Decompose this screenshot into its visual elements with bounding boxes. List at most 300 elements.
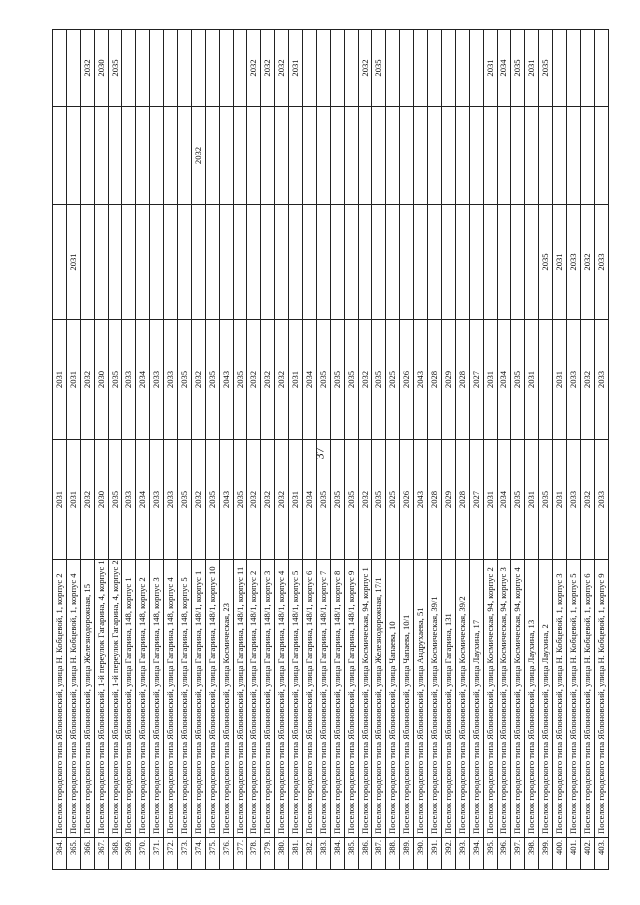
year-col-1: 2032 — [247, 440, 261, 560]
year-col-2: 2034 — [136, 320, 150, 440]
year-col-2: 2032 — [261, 320, 275, 440]
year-col-4 — [316, 107, 330, 205]
year-col-5 — [469, 30, 483, 107]
year-col-5: 2031 — [525, 30, 539, 107]
year-col-4 — [330, 107, 344, 205]
year-col-3 — [483, 205, 497, 320]
row-address: Поселок городского типа Яблоновский, улица Космическая, 94, корпус 1 — [358, 560, 372, 838]
year-col-4 — [164, 107, 178, 205]
year-col-4 — [108, 107, 122, 205]
year-col-3 — [164, 205, 178, 320]
row-address: Поселок городского типа Яблоновский, улица Гагарина, 148/1, корпус 11 — [233, 560, 247, 838]
table-row — [469, 30, 483, 870]
row-number: 370. — [136, 838, 150, 870]
year-col-1: 2035 — [344, 440, 358, 560]
table-row — [122, 30, 136, 870]
year-col-2: 2035 — [511, 320, 525, 440]
year-col-3 — [80, 205, 94, 320]
row-number: 395. — [483, 838, 497, 870]
year-col-3 — [94, 205, 108, 320]
year-col-2: 2032 — [358, 320, 372, 440]
year-col-3 — [497, 205, 511, 320]
year-col-1: 2033 — [566, 440, 580, 560]
year-col-1: 2025 — [386, 440, 400, 560]
table-row — [191, 30, 205, 870]
table-row — [289, 30, 303, 870]
year-col-2: 2028 — [455, 320, 469, 440]
table-row — [441, 30, 455, 870]
table-row — [497, 30, 511, 870]
year-col-5 — [219, 30, 233, 107]
year-col-5: 2031 — [483, 30, 497, 107]
year-col-1: 2035 — [108, 440, 122, 560]
document-table-container — [52, 30, 606, 870]
row-address: Поселок городского типа Яблоновский, улица Гагарина, 148/1, корпус 9 — [344, 560, 358, 838]
year-col-1: 2032 — [275, 440, 289, 560]
year-col-5 — [53, 30, 67, 107]
year-col-3 — [289, 205, 303, 320]
row-number: 377. — [233, 838, 247, 870]
year-col-4 — [372, 107, 386, 205]
year-col-5 — [441, 30, 455, 107]
row-address: Поселок городского типа Яблоновский, 1-й переулок Гагарина, 4, корпус 1 — [94, 560, 108, 838]
year-col-3 — [400, 205, 414, 320]
year-col-2: 2035 — [233, 320, 247, 440]
row-number: 392. — [441, 838, 455, 870]
year-col-2: 2031 — [53, 320, 67, 440]
year-col-3 — [303, 205, 317, 320]
table-row — [178, 30, 192, 870]
row-number: 385. — [344, 838, 358, 870]
year-col-2: 2032 — [247, 320, 261, 440]
year-col-4 — [469, 107, 483, 205]
year-col-5 — [233, 30, 247, 107]
year-col-3 — [358, 205, 372, 320]
year-col-5 — [553, 30, 567, 107]
year-col-4 — [150, 107, 164, 205]
year-col-3: 2032 — [580, 205, 594, 320]
row-number: 369. — [122, 838, 136, 870]
row-number: 378. — [247, 838, 261, 870]
year-col-3 — [455, 205, 469, 320]
table-row — [53, 30, 67, 870]
year-col-5 — [400, 30, 414, 107]
year-col-3 — [233, 205, 247, 320]
table-row — [358, 30, 372, 870]
table-row — [580, 30, 594, 870]
year-col-3 — [136, 205, 150, 320]
year-col-3: 2035 — [539, 205, 553, 320]
row-address: Поселок городского типа Яблоновский, улица Чапаева, 10/1 — [400, 560, 414, 838]
row-number: 398. — [525, 838, 539, 870]
year-col-5 — [455, 30, 469, 107]
year-col-4 — [455, 107, 469, 205]
year-col-5 — [594, 30, 608, 107]
year-col-3 — [122, 205, 136, 320]
year-col-3 — [108, 205, 122, 320]
year-col-4 — [414, 107, 428, 205]
row-address: Поселок городского типа Яблоновский, улица Космическая, 94, корпус 4 — [511, 560, 525, 838]
year-col-2: 2032 — [80, 320, 94, 440]
year-col-5 — [164, 30, 178, 107]
year-col-5: 2032 — [80, 30, 94, 107]
year-col-2: 2043 — [414, 320, 428, 440]
year-col-4 — [358, 107, 372, 205]
year-col-3 — [219, 205, 233, 320]
year-col-2: 2035 — [108, 320, 122, 440]
year-col-1: 2034 — [497, 440, 511, 560]
year-col-5: 2031 — [289, 30, 303, 107]
year-col-4 — [428, 107, 442, 205]
row-address: Поселок городского типа Яблоновский, улица Космическая, 23 — [219, 560, 233, 838]
row-address: Поселок городского типа Яблоновский, улица Гагарина, 148/1, корпус 4 — [275, 560, 289, 838]
year-col-1: 2031 — [553, 440, 567, 560]
year-col-4 — [483, 107, 497, 205]
year-col-3 — [247, 205, 261, 320]
table-row — [150, 30, 164, 870]
year-col-1: 2035 — [511, 440, 525, 560]
housing-table — [52, 29, 609, 870]
row-address: Поселок городского типа Яблоновский, улица Н. Кобцевой, 1, корпус 9 — [594, 560, 608, 838]
year-col-2: 2035 — [330, 320, 344, 440]
year-col-1: 2031 — [53, 440, 67, 560]
year-col-3 — [191, 205, 205, 320]
year-col-3 — [53, 205, 67, 320]
row-number: 384. — [330, 838, 344, 870]
year-col-4 — [261, 107, 275, 205]
year-col-5: 2032 — [275, 30, 289, 107]
year-col-1: 2035 — [205, 440, 219, 560]
year-col-4: 2032 — [191, 107, 205, 205]
year-col-2: 2043 — [219, 320, 233, 440]
row-address: Поселок городского типа Яблоновский, улица Лаухина, 2 — [539, 560, 553, 838]
row-address: Поселок городского типа Яблоновский, улица Гагарина, 131 — [441, 560, 455, 838]
row-number: 391. — [428, 838, 442, 870]
year-col-1: 2031 — [66, 440, 80, 560]
year-col-5 — [414, 30, 428, 107]
row-number: 364. — [53, 838, 67, 870]
row-number: 400. — [553, 838, 567, 870]
year-col-5 — [303, 30, 317, 107]
year-col-4 — [566, 107, 580, 205]
year-col-4 — [233, 107, 247, 205]
year-col-3 — [316, 205, 330, 320]
row-address: Поселок городского типа Яблоновский, улица Гагарина, 148, корпус 3 — [150, 560, 164, 838]
year-col-2 — [539, 320, 553, 440]
row-address: Поселок городского типа Яблоновский, улица Гагарина, 148/1, корпус 2 — [247, 560, 261, 838]
row-address: Поселок городского типа Яблоновский, улица Гагарина, 148/1, корпус 8 — [330, 560, 344, 838]
year-col-2: 2031 — [553, 320, 567, 440]
year-col-1: 2033 — [150, 440, 164, 560]
row-address: Поселок городского типа Яблоновский, улица Космическая, 39/1 — [428, 560, 442, 838]
year-col-5 — [580, 30, 594, 107]
row-number: 386. — [358, 838, 372, 870]
row-address: Поселок городского типа Яблоновский, улица Андрухаева, 51 — [414, 560, 428, 838]
year-col-1: 2035 — [539, 440, 553, 560]
table-row — [400, 30, 414, 870]
year-col-4 — [247, 107, 261, 205]
row-address: Поселок городского типа Яблоновский, 1-й переулок Гагарина, 4, корпус 2 — [108, 560, 122, 838]
year-col-5 — [428, 30, 442, 107]
year-col-1: 2032 — [358, 440, 372, 560]
row-address: Поселок городского типа Яблоновский, улица Н. Кобцевой, 1, корпус 5 — [566, 560, 580, 838]
table-row — [66, 30, 80, 870]
year-col-5 — [344, 30, 358, 107]
table-row — [566, 30, 580, 870]
row-number: 373. — [178, 838, 192, 870]
table-row — [539, 30, 553, 870]
year-col-2: 2026 — [400, 320, 414, 440]
table-row — [372, 30, 386, 870]
year-col-5: 2035 — [539, 30, 553, 107]
year-col-2: 2025 — [386, 320, 400, 440]
year-col-3 — [386, 205, 400, 320]
row-address: Поселок городского типа Яблоновский, улица Лаухина, 13 — [525, 560, 539, 838]
year-col-3 — [414, 205, 428, 320]
table-row — [316, 30, 330, 870]
year-col-4 — [525, 107, 539, 205]
row-number: 368. — [108, 838, 122, 870]
year-col-4 — [178, 107, 192, 205]
row-address: Поселок городского типа Яблоновский, улица Гагарина, 148/1, корпус 7 — [316, 560, 330, 838]
year-col-3 — [275, 205, 289, 320]
year-col-5: 2035 — [108, 30, 122, 107]
table-row — [511, 30, 525, 870]
year-col-1: 2032 — [80, 440, 94, 560]
year-col-5 — [386, 30, 400, 107]
year-col-2: 2031 — [289, 320, 303, 440]
year-col-5 — [66, 30, 80, 107]
year-col-5: 2034 — [497, 30, 511, 107]
year-col-4 — [594, 107, 608, 205]
year-col-3 — [205, 205, 219, 320]
year-col-2: 2035 — [178, 320, 192, 440]
year-col-2: 2033 — [566, 320, 580, 440]
year-col-2: 2034 — [303, 320, 317, 440]
row-address: Поселок городского типа Яблоновский, улица Железнодорожная, 15 — [80, 560, 94, 838]
table-row — [164, 30, 178, 870]
year-col-2: 2031 — [483, 320, 497, 440]
table-row — [386, 30, 400, 870]
row-number: 402. — [580, 838, 594, 870]
table-row — [594, 30, 608, 870]
year-col-1: 2033 — [122, 440, 136, 560]
table-row — [553, 30, 567, 870]
row-address: Поселок городского типа Яблоновский, улица Чапаева, 10 — [386, 560, 400, 838]
row-number: 401. — [566, 838, 580, 870]
row-address: Поселок городского типа Яблоновский, улица Гагарина, 148, корпус 5 — [178, 560, 192, 838]
year-col-1: 2035 — [372, 440, 386, 560]
year-col-2: 2032 — [191, 320, 205, 440]
table-row — [525, 30, 539, 870]
row-address: Поселок городского типа Яблоновский, улица Лаухина, 17 — [469, 560, 483, 838]
table-body — [53, 30, 609, 870]
year-col-4 — [441, 107, 455, 205]
year-col-3 — [344, 205, 358, 320]
row-number: 397. — [511, 838, 525, 870]
year-col-3: 2031 — [553, 205, 567, 320]
year-col-4 — [497, 107, 511, 205]
year-col-3 — [330, 205, 344, 320]
table-row — [261, 30, 275, 870]
row-address: Поселок городского типа Яблоновский, улица Гагарина, 148/1, корпус 10 — [205, 560, 219, 838]
row-number: 388. — [386, 838, 400, 870]
year-col-1: 2034 — [303, 440, 317, 560]
year-col-2: 2029 — [441, 320, 455, 440]
year-col-3 — [441, 205, 455, 320]
year-col-3: 2033 — [594, 205, 608, 320]
year-col-4 — [205, 107, 219, 205]
year-col-5 — [150, 30, 164, 107]
year-col-2: 2033 — [164, 320, 178, 440]
row-number: 394. — [469, 838, 483, 870]
year-col-1: 2029 — [441, 440, 455, 560]
table-row — [94, 30, 108, 870]
year-col-4 — [553, 107, 567, 205]
year-col-1: 2034 — [136, 440, 150, 560]
year-col-1: 2033 — [594, 440, 608, 560]
year-col-3: 2033 — [566, 205, 580, 320]
year-col-2: 2028 — [428, 320, 442, 440]
year-col-1: 2028 — [428, 440, 442, 560]
year-col-4 — [219, 107, 233, 205]
year-col-2: 2033 — [122, 320, 136, 440]
year-col-3 — [178, 205, 192, 320]
year-col-5 — [191, 30, 205, 107]
year-col-1: 2032 — [261, 440, 275, 560]
row-address: Поселок городского типа Яблоновский, улица Гагарина, 148/1, корпус 5 — [289, 560, 303, 838]
year-col-1: 2031 — [483, 440, 497, 560]
year-col-5 — [205, 30, 219, 107]
table-row — [330, 30, 344, 870]
year-col-4 — [80, 107, 94, 205]
year-col-4 — [136, 107, 150, 205]
row-address: Поселок городского типа Яблоновский, улица Космическая, 94, корпус 3 — [497, 560, 511, 838]
row-address: Поселок городского типа Яблоновский, улица Гагарина, 148/1, корпус 6 — [303, 560, 317, 838]
row-number: 396. — [497, 838, 511, 870]
year-col-3 — [525, 205, 539, 320]
year-col-1: 2030 — [94, 440, 108, 560]
year-col-4 — [66, 107, 80, 205]
row-address: Поселок городского типа Яблоновский, улица Н. Кобцевой, 1, корпус 2 — [53, 560, 67, 838]
row-number: 376. — [219, 838, 233, 870]
row-number: 371. — [150, 838, 164, 870]
year-col-2: 2031 — [525, 320, 539, 440]
row-address: Поселок городского типа Яблоновский, улица Гагарина, 148, корпус 4 — [164, 560, 178, 838]
year-col-4 — [289, 107, 303, 205]
year-col-1: 2033 — [164, 440, 178, 560]
year-col-5 — [316, 30, 330, 107]
year-col-5: 2030 — [94, 30, 108, 107]
table-row — [219, 30, 233, 870]
table-row — [136, 30, 150, 870]
year-col-2: 2033 — [150, 320, 164, 440]
year-col-1: 2035 — [330, 440, 344, 560]
year-col-5: 2032 — [247, 30, 261, 107]
row-number: 399. — [539, 838, 553, 870]
year-col-5 — [330, 30, 344, 107]
year-col-4 — [344, 107, 358, 205]
year-col-4 — [122, 107, 136, 205]
year-col-3 — [428, 205, 442, 320]
table-row — [455, 30, 469, 870]
year-col-1: 2031 — [525, 440, 539, 560]
year-col-4 — [94, 107, 108, 205]
row-number: 389. — [400, 838, 414, 870]
rotated-table — [52, 30, 606, 870]
year-col-3 — [150, 205, 164, 320]
year-col-1: 2028 — [455, 440, 469, 560]
row-address: Поселок городского типа Яблоновский, улица Н. Кобцевой, 1, корпус 6 — [580, 560, 594, 838]
row-address: Поселок городского типа Яблоновский, улица Гагарина, 148/1, корпус 1 — [191, 560, 205, 838]
year-col-4 — [539, 107, 553, 205]
year-col-5 — [566, 30, 580, 107]
year-col-5: 2032 — [261, 30, 275, 107]
row-address: Поселок городского типа Яблоновский, улица Гагарина, 148/1, корпус 3 — [261, 560, 275, 838]
year-col-2: 2032 — [580, 320, 594, 440]
row-number: 387. — [372, 838, 386, 870]
year-col-5 — [122, 30, 136, 107]
table-row — [233, 30, 247, 870]
row-address: Поселок городского типа Яблоновский, улица Космическая, 39/2 — [455, 560, 469, 838]
year-col-4 — [400, 107, 414, 205]
year-col-4 — [53, 107, 67, 205]
table-row — [80, 30, 94, 870]
year-col-1: 2032 — [580, 440, 594, 560]
row-number: 367. — [94, 838, 108, 870]
row-number: 381. — [289, 838, 303, 870]
row-number: 379. — [261, 838, 275, 870]
year-col-3: 2031 — [66, 205, 80, 320]
year-col-1: 2035 — [233, 440, 247, 560]
row-number: 403. — [594, 838, 608, 870]
row-number: 374. — [191, 838, 205, 870]
row-number: 365. — [66, 838, 80, 870]
row-address: Поселок городского типа Яблоновский, улица Космическая, 94, корпус 2 — [483, 560, 497, 838]
row-number: 382. — [303, 838, 317, 870]
year-col-4 — [303, 107, 317, 205]
year-col-2: 2035 — [316, 320, 330, 440]
year-col-3 — [469, 205, 483, 320]
year-col-5: 2035 — [372, 30, 386, 107]
table-row — [247, 30, 261, 870]
year-col-1: 2026 — [400, 440, 414, 560]
row-number: 390. — [414, 838, 428, 870]
table-row — [108, 30, 122, 870]
year-col-5: 2032 — [358, 30, 372, 107]
row-number: 383. — [316, 838, 330, 870]
table-row — [428, 30, 442, 870]
year-col-2: 2035 — [344, 320, 358, 440]
year-col-2: 2031 — [66, 320, 80, 440]
year-col-5 — [178, 30, 192, 107]
year-col-2: 2032 — [275, 320, 289, 440]
row-number: 393. — [455, 838, 469, 870]
table-row — [303, 30, 317, 870]
year-col-2: 2030 — [94, 320, 108, 440]
year-col-2: 2027 — [469, 320, 483, 440]
year-col-4 — [386, 107, 400, 205]
table-row — [344, 30, 358, 870]
row-address: Поселок городского типа Яблоновский, улица Гагарина, 148, корпус 1 — [122, 560, 136, 838]
year-col-2: 2035 — [372, 320, 386, 440]
year-col-2: 2033 — [594, 320, 608, 440]
year-col-5: 2035 — [511, 30, 525, 107]
year-col-1: 2032 — [191, 440, 205, 560]
year-col-1: 2031 — [289, 440, 303, 560]
year-col-1: 2043 — [219, 440, 233, 560]
row-number: 375. — [205, 838, 219, 870]
